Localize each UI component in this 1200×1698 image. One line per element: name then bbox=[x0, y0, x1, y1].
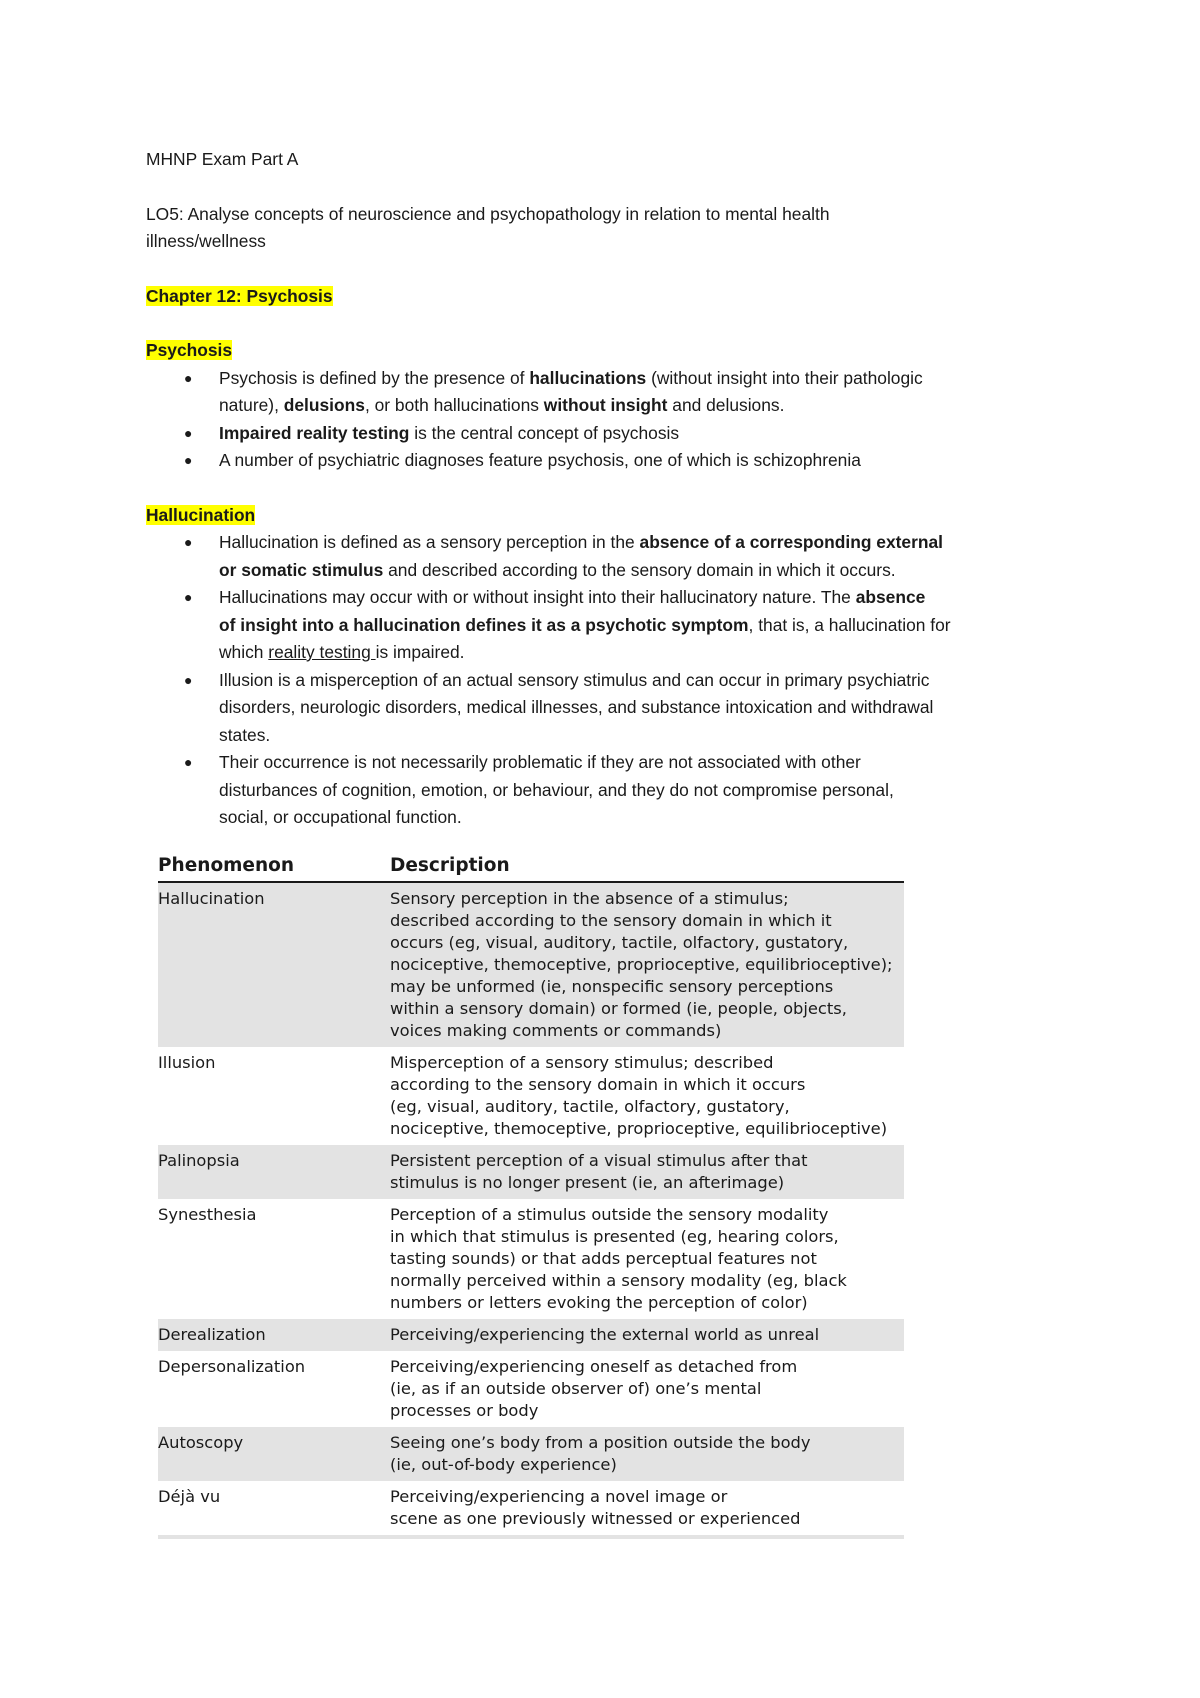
phenomenon-name: Autoscopy bbox=[158, 1427, 390, 1481]
description-line: within a sensory domain) or formed (ie, people, objects, bbox=[390, 999, 847, 1018]
list-item: ● Impaired reality testing is the central concept of psychosis bbox=[146, 420, 1076, 448]
description-line: scene as one previously witnessed or experienced bbox=[390, 1509, 801, 1528]
table-row bbox=[158, 1145, 904, 1199]
list-item: ● Psychosis is defined by the presence of hallucinations (without insight into their pathologic nature), delusions, or both hallucinations without insight and delusions. bbox=[146, 365, 1076, 420]
table-row bbox=[158, 882, 904, 1047]
description-line: according to the sensory domain in which it occurs bbox=[390, 1075, 806, 1094]
table-row bbox=[158, 1319, 904, 1351]
phenomenon-name: Hallucination bbox=[158, 882, 390, 1047]
table-row bbox=[158, 1351, 904, 1427]
psychosis-heading: Psychosis bbox=[146, 340, 233, 360]
description-line: Perceiving/experiencing oneself as detached from bbox=[390, 1357, 798, 1376]
learning-outcome-line-1: LO5: Analyse concepts of neuroscience and psychopathology in relation to mental health bbox=[146, 203, 830, 224]
hallucination-list bbox=[146, 529, 1076, 832]
hallucination-heading: Hallucination bbox=[146, 504, 256, 525]
bullet-icon: ● bbox=[184, 424, 193, 441]
table-row bbox=[158, 1427, 904, 1481]
table-row bbox=[158, 1199, 904, 1319]
description-line: described according to the sensory domain in which it bbox=[390, 911, 832, 930]
description-line: nociceptive, themoceptive, proprioceptive, equilibrioceptive); bbox=[390, 955, 893, 974]
description-line: processes or body bbox=[390, 1401, 539, 1420]
learning-outcome-line-2: illness/wellness bbox=[146, 231, 266, 251]
bullet-icon: ● bbox=[184, 534, 193, 550]
list-item: ● Hallucinations may occur with or without insight into their hallucinatory nature. The absence of insight into a hallucination defines it as a psychotic symptom, that is, a hallucination for which reality testing is impaired. bbox=[146, 584, 1076, 667]
bullet-icon: ● bbox=[184, 589, 193, 605]
bullet-icon: ● bbox=[184, 452, 193, 468]
description-line: (ie, as if an outside observer of) one’s mental bbox=[390, 1379, 762, 1398]
phenomenon-table-wrapper bbox=[158, 849, 904, 1539]
description-line: Perceiving/experiencing the external world as unreal bbox=[390, 1325, 820, 1344]
bullet-icon: ● bbox=[184, 671, 193, 688]
description-line: voices making comments or commands) bbox=[390, 1021, 722, 1040]
description-line: occurs (eg, visual, auditory, tactile, olfactory, gustatory, bbox=[390, 933, 849, 952]
description-line: Misperception of a sensory stimulus; described bbox=[390, 1053, 774, 1072]
table-row bbox=[158, 1047, 904, 1145]
description-line: nociceptive, themoceptive, proprioceptive, equilibrioceptive) bbox=[390, 1119, 888, 1138]
description-line: Persistent perception of a visual stimulus after that bbox=[390, 1151, 808, 1170]
description-line: normally perceived within a sensory modality (eg, black bbox=[390, 1271, 847, 1290]
column-header-description: Description bbox=[390, 849, 904, 882]
phenomenon-description bbox=[390, 1427, 904, 1481]
description-line: in which that stimulus is presented (eg, hearing colors, bbox=[390, 1227, 839, 1246]
column-header-phenomenon: Phenomenon bbox=[158, 849, 390, 882]
description-line: stimulus is no longer present (ie, an afterimage) bbox=[390, 1173, 785, 1192]
phenomenon-description bbox=[390, 1199, 904, 1319]
psychosis-list bbox=[146, 365, 1076, 475]
description-line: Seeing one’s body from a position outside the body bbox=[390, 1433, 811, 1452]
reality-testing-underlined: reality testing bbox=[268, 642, 376, 662]
phenomenon-name: Synesthesia bbox=[158, 1205, 257, 1224]
description-line: tasting sounds) or that adds perceptual features not bbox=[390, 1249, 817, 1268]
bullet-icon: ● bbox=[184, 369, 193, 386]
phenomenon-name: Derealization bbox=[158, 1319, 390, 1351]
list-item: ● Hallucination is defined as a sensory perception in the absence of a corresponding external or somatic stimulus and described according to the sensory domain in which it occurs. bbox=[146, 529, 1076, 584]
document-title: MHNP Exam Part A bbox=[146, 149, 299, 169]
phenomenon-description bbox=[390, 882, 904, 1047]
phenomenon-description bbox=[390, 1351, 904, 1427]
chapter-heading: Chapter 12: Psychosis bbox=[146, 285, 333, 306]
list-item: ● A number of psychiatric diagnoses feature psychosis, one of which is schizophrenia bbox=[146, 447, 1076, 475]
phenomenon-name: Illusion bbox=[158, 1053, 216, 1072]
document-body bbox=[146, 146, 1076, 832]
description-line: may be unformed (ie, nonspecific sensory perceptions bbox=[390, 977, 834, 996]
phenomenon-description bbox=[390, 1145, 904, 1199]
table-body bbox=[158, 882, 904, 1537]
phenomenon-name: Déjà vu bbox=[158, 1481, 390, 1537]
phenomenon-description bbox=[390, 1047, 904, 1145]
list-item: ● Their occurrence is not necessarily problematic if they are not associated with other disturbances of cognition, emotion, or behaviour, and they do not compromise personal, social, or occupational function. bbox=[146, 749, 1076, 832]
description-line: (eg, visual, auditory, tactile, olfactory, gustatory, bbox=[390, 1097, 790, 1116]
phenomenon-table bbox=[158, 849, 904, 1539]
description-line: numbers or letters evoking the perception of color) bbox=[390, 1293, 808, 1312]
table-row bbox=[158, 1481, 904, 1537]
phenomenon-name: Palinopsia bbox=[158, 1145, 390, 1199]
description-line: Perception of a stimulus outside the sensory modality bbox=[390, 1205, 829, 1224]
bullet-icon: ● bbox=[184, 754, 193, 770]
description-line: (ie, out-of-body experience) bbox=[390, 1455, 617, 1474]
list-item: ● Illusion is a misperception of an actual sensory stimulus and can occur in primary psychiatric disorders, neurologic disorders, medical illnesses, and substance intoxication and withdrawal states. bbox=[146, 667, 1076, 750]
description-line: Perceiving/experiencing a novel image or bbox=[390, 1487, 728, 1506]
phenomenon-description bbox=[390, 1481, 904, 1537]
phenomenon-description bbox=[390, 1319, 904, 1351]
description-line: Sensory perception in the absence of a stimulus; bbox=[390, 889, 789, 908]
phenomenon-name: Depersonalization bbox=[158, 1357, 306, 1376]
